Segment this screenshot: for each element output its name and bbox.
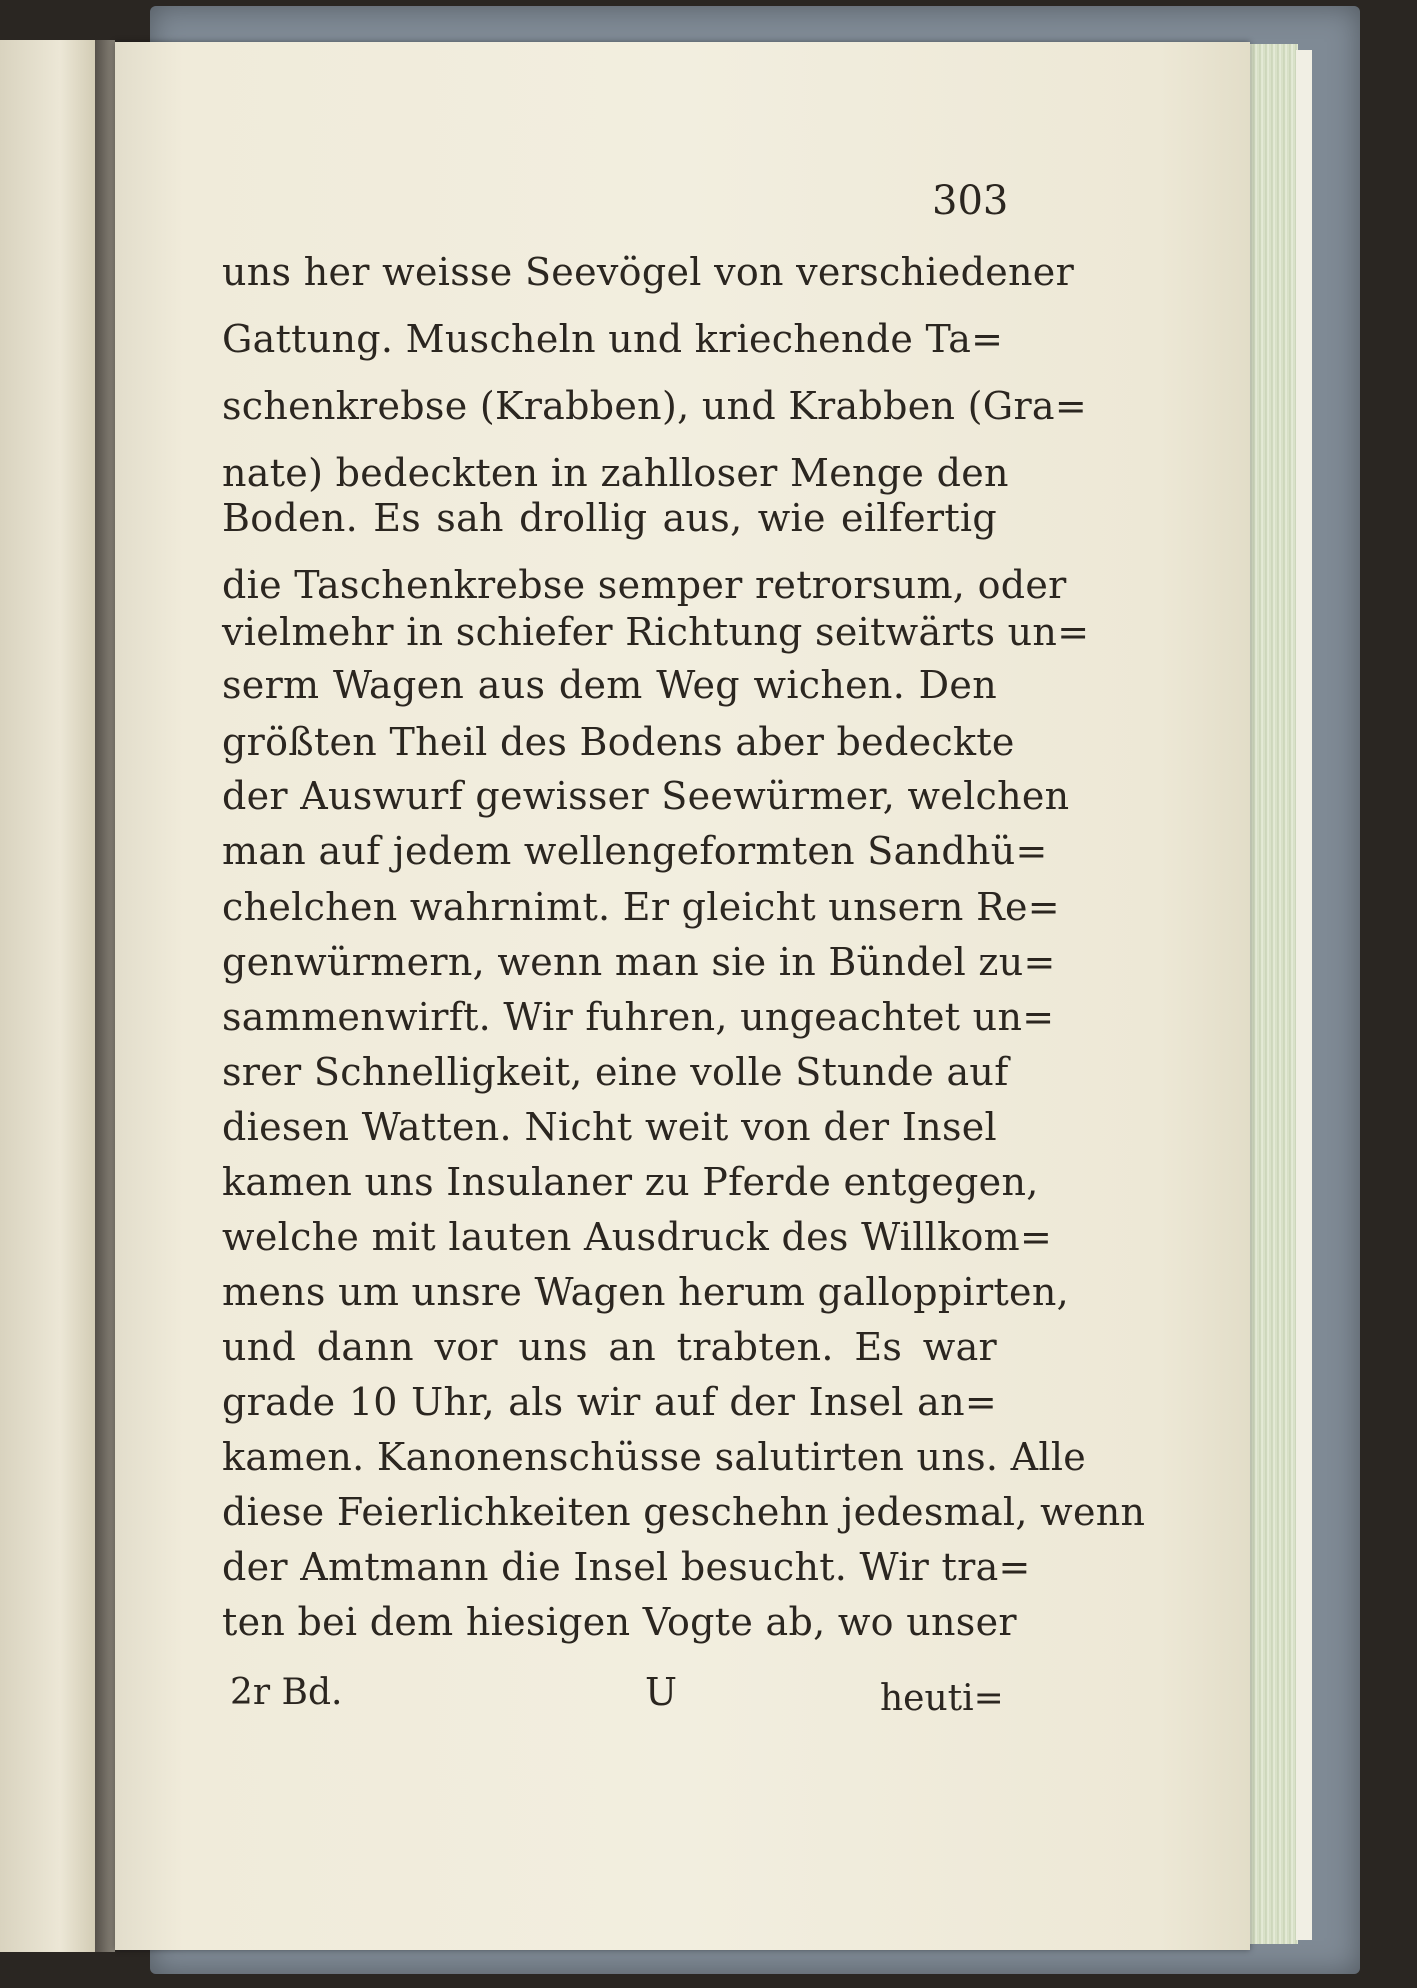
text-line: kamen. Kanonenschüsse salutirten uns. Alle — [222, 1435, 1087, 1479]
text-line: chelchen wahrnimt. Er gleicht unsern Re= — [222, 885, 1060, 929]
signature-letter: U — [645, 1670, 678, 1714]
page-number: 303 — [932, 178, 1009, 224]
text-line: und dann vor uns an trabten. Es war — [222, 1325, 997, 1369]
text-line: sammenwirft. Wir fuhren, ungeachtet un= — [222, 995, 1055, 1039]
text-line: kamen uns Insulaner zu Pferde entgegen, — [222, 1160, 1039, 1204]
facing-page — [0, 40, 100, 1952]
text-line: der Amtmann die Insel besucht. Wir tra= — [222, 1545, 1031, 1589]
text-line: man auf jedem wellengeformten Sandhü= — [222, 829, 1048, 873]
text-line: srer Schnelligkeit, eine volle Stunde auf — [222, 1050, 1009, 1094]
catchword: heuti= — [880, 1678, 1004, 1719]
text-line: die Taschenkrebse semper retrorsum, oder — [222, 563, 1067, 607]
text-line: welche mit lauten Ausdruck des Willkom= — [222, 1215, 1053, 1259]
signature-mark: 2r Bd. — [230, 1672, 343, 1713]
text-line: der Auswurf gewisser Seewürmer, welchen — [222, 774, 1070, 818]
page-edges-outer — [1296, 50, 1312, 1940]
text-line: schenkrebse (Krabben), und Krabben (Gra= — [222, 384, 1088, 428]
text-line: Gattung. Muscheln und kriechende Ta= — [222, 317, 1004, 361]
text-line: nate) bedeckten in zahlloser Menge den — [222, 451, 1009, 495]
text-line: mens um unsre Wagen herum galloppirten, — [222, 1270, 1069, 1314]
text-line: diesen Watten. Nicht weit von der Insel — [222, 1105, 997, 1149]
text-line: vielmehr in schiefer Richtung seitwärts un= — [222, 610, 1090, 654]
text-line: Boden. Es sah drollig aus, wie eilfertig — [222, 496, 997, 540]
book-gutter — [95, 40, 115, 1952]
text-line: uns her weisse Seevögel von verschiedener — [222, 250, 1075, 294]
text-line: grade 10 Uhr, als wir auf der Insel an= — [222, 1380, 997, 1424]
text-line: serm Wagen aus dem Weg wichen. Den — [222, 663, 997, 707]
text-line: diese Feierlichkeiten geschehn jedesmal, wenn — [222, 1490, 1146, 1534]
text-line: ten bei dem hiesigen Vogte ab, wo unser — [222, 1600, 1017, 1644]
text-line: genwürmern, wenn man sie in Bündel zu= — [222, 940, 1056, 984]
text-line: größten Theil des Bodens aber bedeckte — [222, 720, 1015, 764]
